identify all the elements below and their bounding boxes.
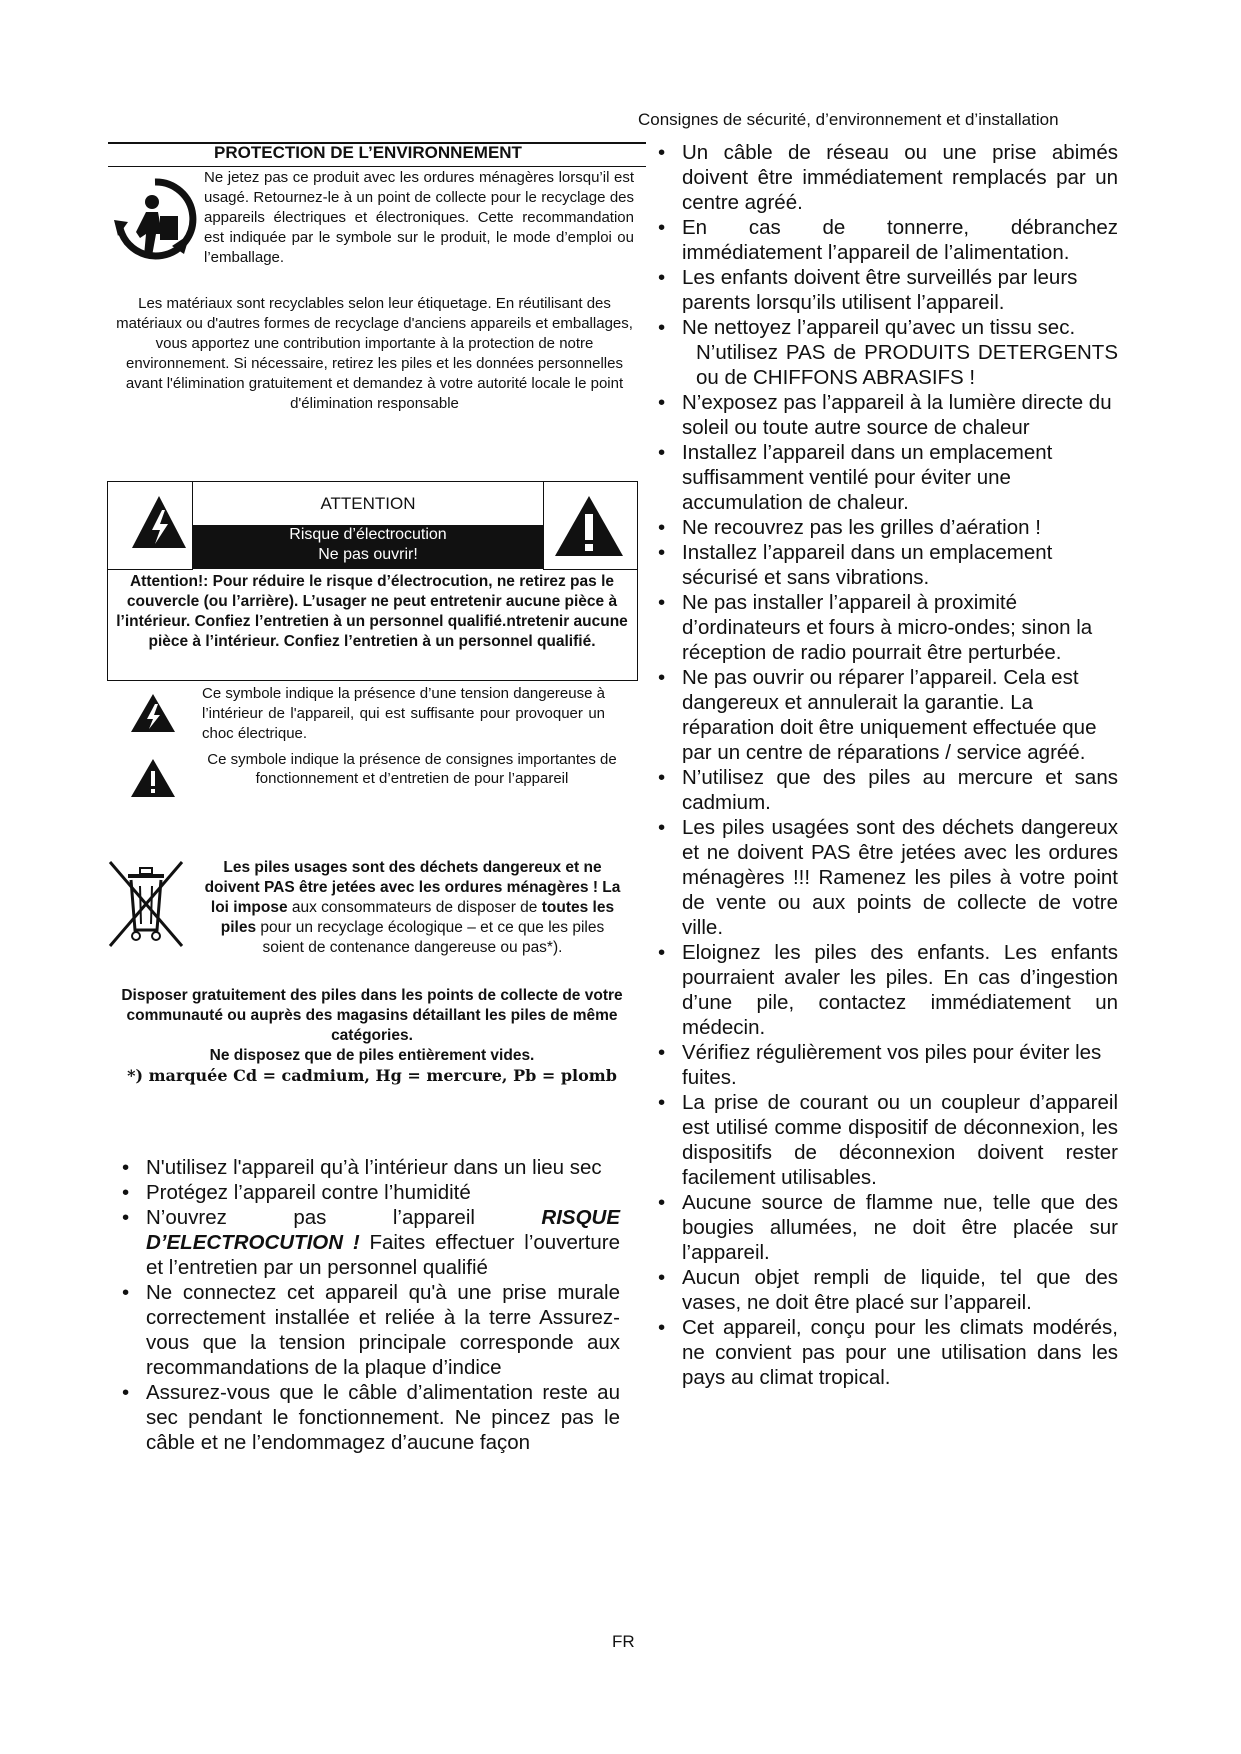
list-item: • Protégez l’appareil contre l’humidité (122, 1180, 620, 1205)
list-item: • Ne pas installer l’appareil à proximité d’ordinateurs et fours à micro-ondes; sinon la réception de radio pourrait être perturbée. (658, 590, 1118, 665)
list-item: • N’utilisez que des piles au mercure et sans cadmium. (658, 765, 1118, 815)
list-item: • Ne pas ouvrir ou réparer l’appareil. Cela est dangereux et annulerait la garantie. La réparation doit être uniquement effectuée que par un centre de réparations / service agréé. (658, 665, 1118, 765)
page-header: Consignes de sécurité, d’environnement et d’installation (638, 110, 1059, 129)
list-item: • Les enfants doivent être surveillés par leurs parents lorsqu’ils utilisent l’appareil. (658, 265, 1118, 315)
right-safety-list (658, 140, 1118, 1390)
battery-bold: Les piles usages sont des déchets dangereux et ne doivent PAS être jetées avec les ordures ménagères ! La loi impose (204, 859, 621, 916)
list-item: • N’exposez pas l’appareil à la lumière directe du soleil ou toute autre source de chaleur (658, 390, 1118, 440)
list-item: • Assurez-vous que le câble d’alimentation reste au sec pendant le fonctionnement. Ne pincez pas le câble et ne l’endommagez d’aucune façon (122, 1380, 620, 1455)
list-item (658, 315, 1118, 390)
battery-note: *) marquée Cd = cadmium, Hg = mercure, Pb = plomb (127, 1066, 617, 1085)
list-item: • Vérifiez régulièrement vos piles pour éviter les fuites. (658, 1040, 1118, 1090)
list-item: • Aucune source de flamme nue, telle que des bougies allumées, ne doit être placée sur l’appareil. (658, 1190, 1118, 1265)
battery-dispose (112, 986, 632, 1066)
crossed-bin-icon (106, 858, 186, 955)
list-item: • N'utilisez l'appareil qu’à l’intérieur dans un lieu sec (122, 1155, 620, 1180)
recycling-text: Les matériaux sont recyclables selon leur étiquetage. En réutilisant des matériaux ou d'autres formes de recyclage d'anciens appareils et emballages, vous apportez une contribution importante à la protection de notre environnement. Si nécessaire, retirez les piles et les données personnelles avant l'élimination gratuitement et demandez à votre autorité locale le point d'élimination responsable (116, 295, 633, 412)
exclamation-explanation: Ce symbole indique la présence de consignes importantes de fonctionnement et d’entretien de pour l’appareil (207, 751, 617, 787)
list-item: • Installez l’appareil dans un emplacement sécurisé et sans vibrations. (658, 540, 1118, 590)
list-item (122, 1205, 620, 1280)
list-item: • Eloignez les piles des enfants. Les enfants pourraient avaler les piles. En cas d’ingestion d’une pile, contactez immédiatement un médecin. (658, 940, 1118, 1040)
attention-text: Attention!: Pour réduire le risque d’électrocution, ne retirez pas le couvercle (ou l’arrière). L’usager ne peut entretenir aucune pièce à l’intérieur. Confiez l’entretien à un personnel qualifié.ntretenir aucune pièce à l’intérieur. Confiez l’entretien à un personnel qualifié. (116, 573, 628, 650)
battery-normal: aux consommateurs de disposer de (287, 899, 542, 916)
battery-bold: toutes les piles (220, 899, 615, 936)
list-item: • Ne recouvrez pas les grilles d’aération ! (658, 515, 1118, 540)
list-item: • La prise de courant ou un coupleur d’appareil est utilisé comme dispositif de déconnexion, les dispositifs de déconnexion doivent rester facilement utilisables. (658, 1090, 1118, 1190)
list-emphasis: RISQUE D’ELECTROCUTION ! (146, 1206, 620, 1254)
list-text: Faites effectuer l’ouverture et l’entretien par un personnel qualifié (146, 1231, 620, 1279)
left-safety-list (122, 1155, 620, 1455)
battery-text (200, 858, 625, 958)
section-rule (108, 166, 646, 167)
list-item: • Installez l’appareil dans un emplacement suffisamment ventilé pour éviter une accumulation de chaleur. (658, 440, 1118, 515)
list-item: • Un câble de réseau ou une prise abimés doivent être immédiatement remplacés par un centre agréé. (658, 140, 1118, 215)
lightning-warning-icon (130, 693, 176, 738)
risk-banner (193, 525, 543, 569)
list-text: Ne nettoyez l’appareil qu’avec un tissu sec. (682, 316, 1076, 339)
dispose-text: Disposer gratuitement des piles dans les points de collecte de votre communauté ou auprès des magasins détaillant les piles de même catégories. (121, 987, 623, 1044)
exclamation-warning-icon (553, 494, 625, 563)
environment-text: Ne jetez pas ce produit avec les ordures ménagères lorsqu’il est usagé. Retournez-le à un point de collecte pour le recyclage des appareils électriques et électroniques. Cette recommandation est indiquée par le symbole sur le produit, le mode d’emploi ou l’emballage. (204, 169, 634, 266)
risk-line: Risque d’électrocution (289, 526, 447, 543)
page-footer-language: FR (612, 1632, 635, 1651)
lightning-explanation: Ce symbole indique la présence d’une tension dangereuse à l’intérieur de l'appareil, qui est suffisante pour provoquer un choc électrique. (202, 685, 605, 742)
list-item: • Aucun objet rempli de liquide, tel que des vases, ne doit être placé sur l’appareil. (658, 1265, 1118, 1315)
environment-title: PROTECTION DE L’ENVIRONNEMENT (214, 143, 522, 162)
exclamation-warning-icon (130, 758, 176, 803)
list-item: • En cas de tonnerre, débranchez immédiatement l’appareil de l’alimentation. (658, 215, 1118, 265)
empty-only-text: Ne disposez que de piles entièrement vides. (209, 1047, 535, 1064)
lightning-warning-icon (130, 494, 188, 555)
list-item: • Ne connectez cet appareil qu'à une prise murale correctement installée et reliée à la terre Assurez-vous que la tension principale corresponde aux recommandations de la plaque d’indice (122, 1280, 620, 1380)
list-item: • Les piles usagées sont des déchets dangereux et ne doivent PAS être jetées avec les ordures ménagères !!! Ramenez les piles à votre point de vente ou aux points de collecte de votre ville. (658, 815, 1118, 940)
list-text: N’utilisez PAS de PRODUITS DETERGENTS ou de CHIFFONS ABRASIFS ! (696, 341, 1118, 389)
risk-line: Ne pas ouvrir! (318, 546, 418, 563)
attention-title: ATTENTION (320, 494, 416, 513)
battery-normal: pour un recyclage écologique – et ce que les piles soient de contenance dangereuse ou pas*). (256, 919, 605, 956)
list-text: N’ouvrez pas l’appareil (146, 1206, 542, 1229)
list-item: • Cet appareil, conçu pour les climats modérés, ne convient pas pour une utilisation dans les pays au climat tropical. (658, 1315, 1118, 1390)
recycling-icon (112, 176, 198, 271)
